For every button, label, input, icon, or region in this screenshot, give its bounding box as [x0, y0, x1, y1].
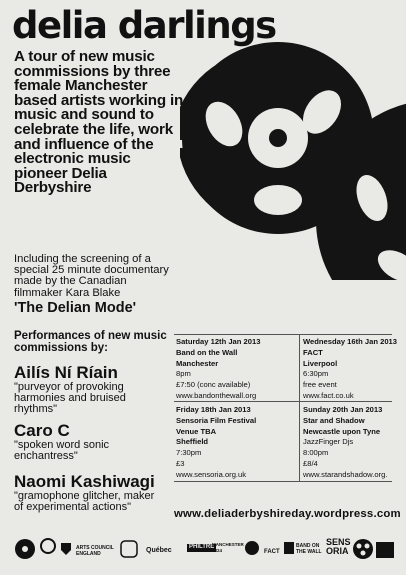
- table-rule: [174, 481, 392, 482]
- fact-logo: FACT: [264, 549, 280, 555]
- gig-url[interactable]: www.bandonthewall.org: [176, 390, 257, 400]
- artist-description: "gramophone glitcher, maker of experimental actions": [14, 490, 155, 513]
- gig-city: Newcastle upon Tyne: [303, 426, 381, 436]
- gig-price: £7:50 (conc available): [176, 380, 251, 390]
- gig-city: Liverpool: [303, 358, 338, 368]
- gig-time: 6:30pm: [303, 369, 329, 379]
- film-title: 'The Delian Mode': [14, 300, 137, 316]
- circle-logo-icon: [40, 538, 56, 554]
- gig-venue: Band on the Wall: [176, 347, 238, 357]
- record-icon: [14, 538, 36, 560]
- gig-extra: Sheffield: [176, 437, 209, 447]
- gig-url[interactable]: www.fact.co.uk: [303, 390, 354, 400]
- shield-logo-icon: [60, 542, 72, 556]
- artist-description: "spoken word sonic enchantress": [14, 439, 110, 462]
- artist-name: Ailís Ní Ríain: [14, 363, 118, 382]
- gig-price: free event: [303, 380, 337, 390]
- gig-city: Venue TBA: [176, 426, 217, 436]
- badge-logo-icon: [120, 540, 138, 558]
- bandonthewall-logo: BAND ON THE WALL: [296, 543, 322, 555]
- artist-block: [14, 473, 164, 513]
- sensoria-logo: SENS ORIA: [326, 537, 351, 556]
- gig-venue: FACT: [303, 347, 323, 357]
- gig-url[interactable]: www.starandshadow.org.: [303, 469, 388, 479]
- gig-time: 7:30pm: [176, 448, 202, 458]
- website-link[interactable]: www.deliaderbyshireday.wordpress.com: [174, 508, 401, 520]
- round-logo-icon: [244, 540, 260, 556]
- artist-name: Naomi Kashiwagi: [14, 472, 155, 491]
- artist-block: [14, 364, 164, 415]
- arts-council-logo: ARTS COUNCIL ENGLAND: [76, 545, 114, 557]
- film-reel-icon: [352, 538, 374, 560]
- speaker-logo-icon: [284, 542, 294, 554]
- quebec-logo: Québec: [146, 547, 172, 554]
- gig-time: 8pm: [176, 369, 191, 379]
- gig-date: Sunday 20th Jan 2013: [303, 405, 383, 414]
- gig-extra: JazzFinger Djs: [303, 437, 354, 447]
- gig-price: £8/4: [303, 458, 318, 468]
- performances-heading: Performances of new music commissions by:: [14, 330, 167, 354]
- table-rule: [174, 334, 392, 335]
- gig-date: Saturday 12th Jan 2013: [176, 337, 261, 346]
- sponsor-logos: [14, 538, 394, 566]
- gig-listing: [176, 337, 284, 402]
- gig-date: Friday 18th Jan 2013: [176, 405, 251, 414]
- gig-price: £3: [176, 458, 185, 468]
- intro-text: A tour of new music commissions by three female Manchester based artists working in music and sound to celebrate the life, work and influence of the electronic music pioneer Delia Derbyshire: [14, 48, 184, 197]
- artist-block: [14, 422, 164, 462]
- artist-name: Caro C: [14, 421, 70, 440]
- gig-listing: [303, 405, 406, 481]
- table-divider: [299, 334, 300, 481]
- tape-reel-graphic: [150, 30, 406, 280]
- gig-venue: Sensoria Film Festival: [176, 415, 257, 425]
- gig-url[interactable]: www.sensoria.org.uk: [176, 469, 247, 479]
- screening-text: Including the screening of a special 25 minute documentary made by the Canadian filmmaker Kara Blake: [14, 253, 169, 299]
- gig-listing: [303, 337, 406, 402]
- gig-venue: Star and Shadow: [303, 415, 365, 425]
- poster-title: delia darlings: [12, 4, 276, 47]
- gig-time: 8:00pm: [303, 448, 329, 458]
- gig-date: Wednesday 16th Jan 2013: [303, 337, 397, 346]
- manchester-logo: MANCHESTER 1824: [212, 542, 244, 553]
- gig-listing: [176, 405, 284, 481]
- gig-city: Manchester: [176, 358, 219, 368]
- block-logo-icon: [376, 542, 394, 558]
- artist-description: "purveyor of provoking harmonies and bruised rhythms": [14, 381, 126, 415]
- philtre-logo: PHILTRE: [189, 544, 215, 550]
